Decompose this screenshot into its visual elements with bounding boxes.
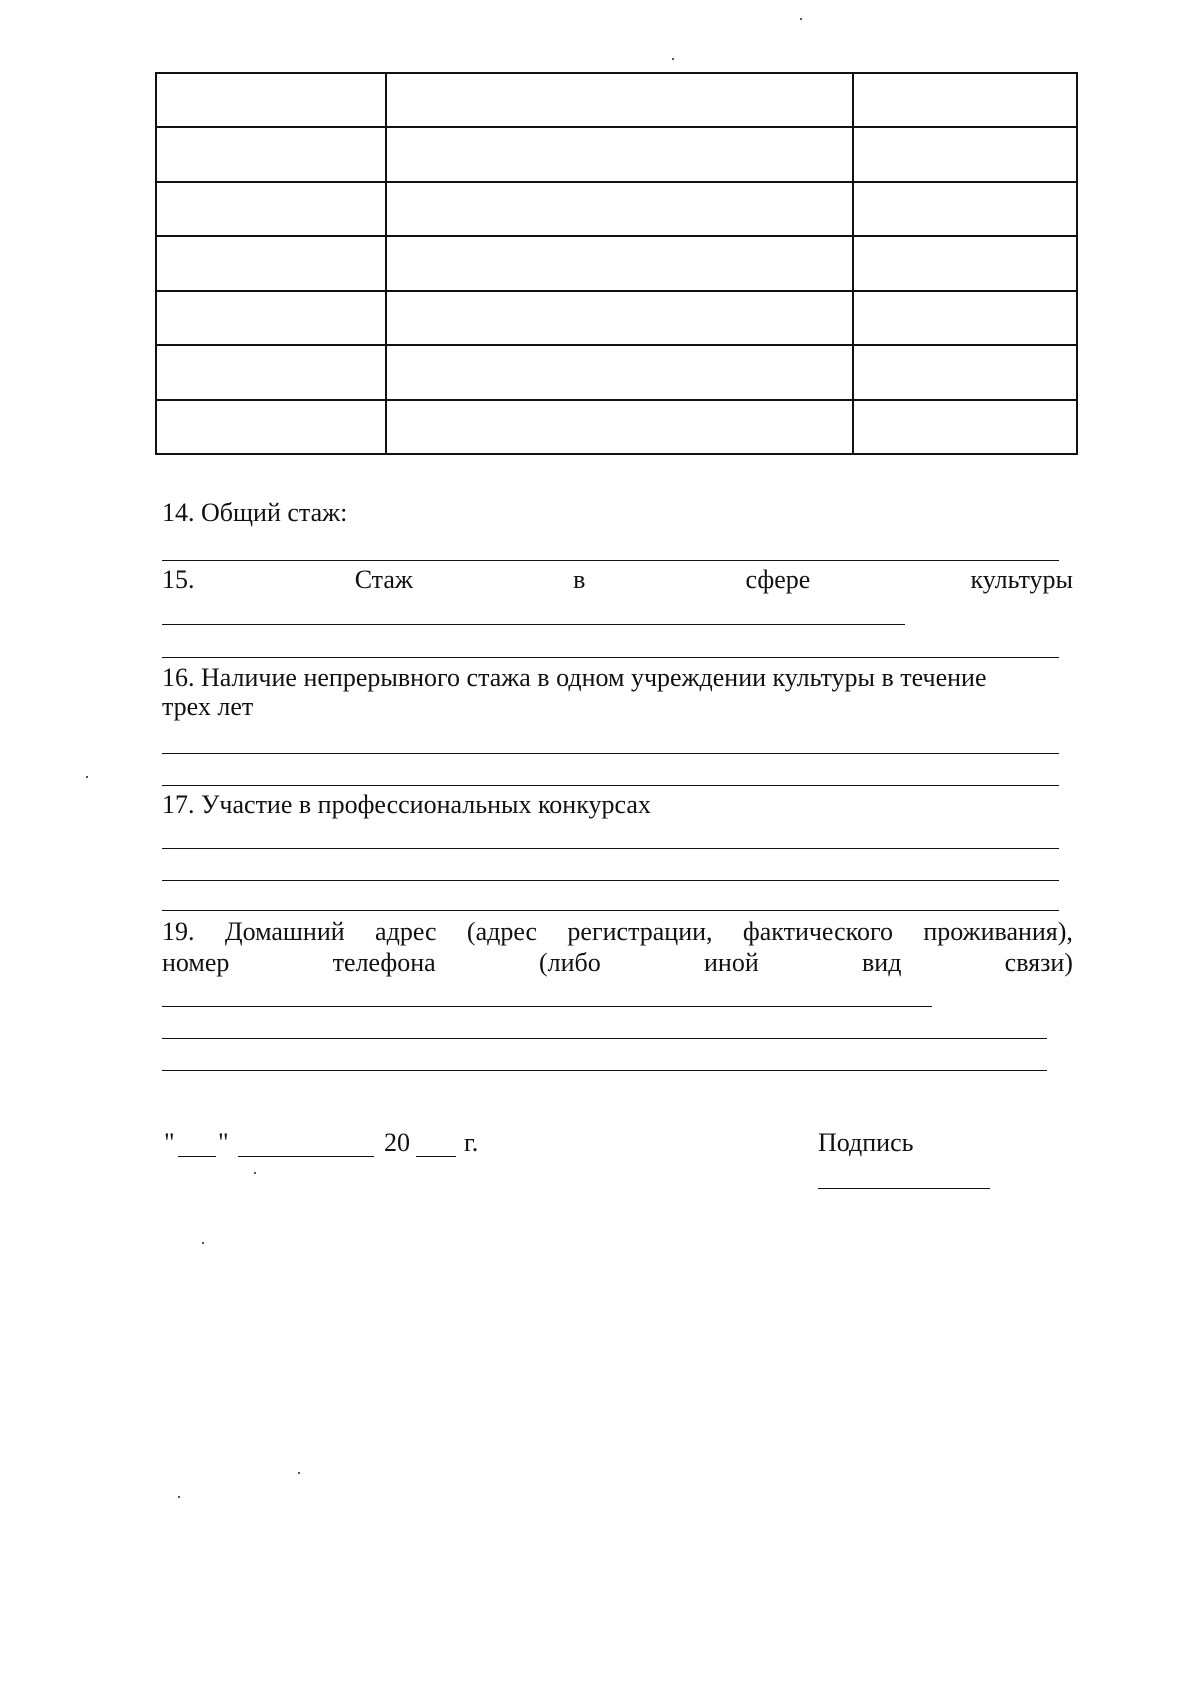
item-15-word: Стаж	[354, 565, 413, 594]
table-cell[interactable]	[156, 291, 386, 345]
item-19-line-2	[162, 948, 1073, 978]
table-cell[interactable]	[156, 345, 386, 399]
table-cell[interactable]	[853, 73, 1077, 127]
item-19-word: номер	[162, 948, 230, 977]
table-cell[interactable]	[386, 345, 853, 399]
table-row	[156, 236, 1077, 290]
table-cell[interactable]	[386, 182, 853, 236]
item-19-line-1	[162, 917, 1073, 947]
signature-line[interactable]	[818, 1188, 990, 1189]
item-19-word: (адрес	[466, 917, 538, 946]
table-cell[interactable]	[156, 73, 386, 127]
item-19-word: фактического	[742, 917, 893, 946]
item-19-word: иной	[704, 948, 759, 977]
item-16-line-2: трех лет	[162, 692, 254, 721]
item-14-answer-line[interactable]	[162, 560, 1059, 561]
item-15-answer-line-2[interactable]	[162, 657, 1059, 658]
scan-speck	[202, 1242, 204, 1244]
item-17-answer-line[interactable]	[162, 848, 1059, 849]
scan-speck	[800, 18, 802, 20]
date-quote-open: "	[164, 1128, 175, 1157]
signature-label: Подпись	[818, 1128, 914, 1157]
item-15-answer-line[interactable]	[162, 624, 905, 625]
item-14-label: 14. Общий стаж:	[162, 498, 348, 527]
table-cell[interactable]	[386, 400, 853, 454]
table-cell[interactable]	[853, 127, 1077, 181]
table-cell[interactable]	[853, 182, 1077, 236]
item-19-word: (либо	[538, 948, 601, 977]
table-cell[interactable]	[853, 291, 1077, 345]
table-cell[interactable]	[156, 400, 386, 454]
data-table	[155, 72, 1078, 455]
table-cell[interactable]	[386, 236, 853, 290]
item-17-answer-line-3[interactable]	[162, 910, 1059, 911]
date-month-blank[interactable]	[238, 1156, 374, 1157]
date-year-prefix: 20	[384, 1128, 410, 1157]
item-15-word: 15.	[162, 565, 195, 594]
scan-speck	[298, 1472, 300, 1474]
table-row	[156, 291, 1077, 345]
item-15-word: в	[573, 565, 586, 594]
scan-speck	[86, 776, 88, 778]
table-cell[interactable]	[853, 400, 1077, 454]
date-quote-close: "	[218, 1128, 229, 1157]
table-row	[156, 127, 1077, 181]
item-19-word: вид	[862, 948, 902, 977]
table-cell[interactable]	[853, 236, 1077, 290]
item-19-word: регистрации,	[567, 917, 713, 946]
table-row	[156, 182, 1077, 236]
table-cell[interactable]	[386, 73, 853, 127]
item-19-word: связи)	[1004, 948, 1073, 977]
item-17-label: 17. Участие в профессиональных конкурсах	[162, 790, 651, 819]
scan-speck	[178, 1496, 180, 1498]
scan-speck	[254, 1172, 256, 1174]
table-cell[interactable]	[156, 127, 386, 181]
table-row	[156, 400, 1077, 454]
item-15-word: сфере	[745, 565, 811, 594]
table-row	[156, 345, 1077, 399]
item-19-answer-line-3[interactable]	[162, 1070, 1047, 1071]
table-cell[interactable]	[156, 182, 386, 236]
table-cell[interactable]	[386, 127, 853, 181]
item-15-word: культуры	[970, 565, 1073, 594]
date-day-blank[interactable]	[178, 1156, 216, 1157]
item-19-word: 19.	[162, 917, 195, 946]
table-cell[interactable]	[156, 236, 386, 290]
item-16-answer-line[interactable]	[162, 753, 1059, 754]
item-16-answer-line-2[interactable]	[162, 785, 1059, 786]
date-year-blank[interactable]	[416, 1156, 456, 1157]
table-cell[interactable]	[386, 291, 853, 345]
table-row	[156, 73, 1077, 127]
item-17-answer-line-2[interactable]	[162, 880, 1059, 881]
item-19-word: телефона	[332, 948, 436, 977]
item-19-answer-line-2[interactable]	[162, 1038, 1047, 1039]
item-16-line-1: 16. Наличие непрерывного стажа в одном учреждении культуры в течение	[162, 663, 987, 692]
scan-speck	[672, 58, 674, 60]
table-cell[interactable]	[853, 345, 1077, 399]
item-19-word: адрес	[375, 917, 437, 946]
date-year-suffix: г.	[464, 1128, 479, 1157]
item-19-answer-line[interactable]	[162, 1006, 932, 1007]
item-15-row	[162, 565, 1073, 595]
item-19-word: Домашний	[224, 917, 345, 946]
item-19-word: проживания),	[923, 917, 1073, 946]
